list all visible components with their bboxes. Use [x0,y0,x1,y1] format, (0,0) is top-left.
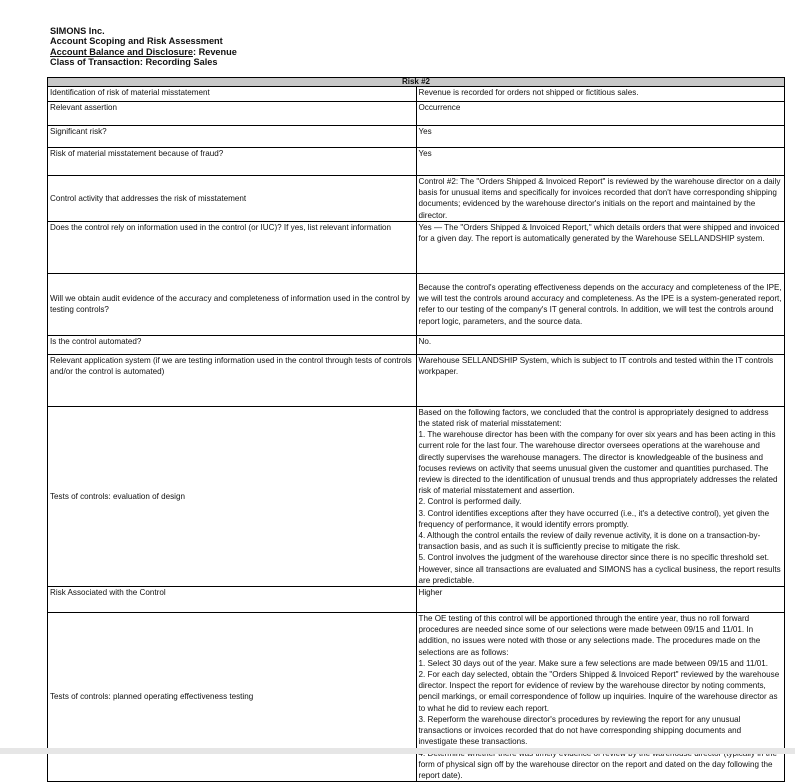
row-label: Is the control automated? [48,335,417,354]
table-row [48,87,785,102]
table-row [48,221,785,273]
testing-line: The OE testing of this control will be apportioned through the entire year, thus no roll forward procedures are needed since some of our selections were made between 09/15 and 11/01. In addition, no issues were noted with those or any selections made. The procedures made on the selections are as follows: [418,614,761,657]
table-row [48,406,785,586]
row-value: Control #2: The "Orders Shipped & Invoiced Report" is reviewed by the warehouse director on a daily basis for unusual items and specifically for invoices recorded that don't have corresponding shipping documents; evidenced by the warehouse director's initials on the report and maintained by the director. [416,176,785,222]
row-value: No. [416,335,785,354]
row-label: Significant risk? [48,126,417,148]
row-label: Risk Associated with the Control [48,587,417,613]
design-line: Based on the following factors, we concluded that the control is appropriately designed to address the stated risk of material misstatement: [418,407,769,429]
table-row [48,126,785,148]
row-label: Relevant assertion [48,102,417,126]
risk-title: Risk #2 [48,78,785,87]
row-value: Because the control's operating effectiveness depends on the accuracy and completeness of the IPE, we will test the controls around accuracy and completeness. As the IPE is a system-generated report, refer to our testing of the company's IT general controls. In addition, we will test the controls around report logic, parameters, and the source data. [416,273,785,335]
risk-table [47,77,785,782]
row-label: Relevant application system (if we are testing information used in the control through tests of controls and/or the control is automated) [48,354,417,406]
table-row [48,613,785,782]
table-row [48,587,785,613]
testing-line: form of physical sign off by the warehouse director on the report and dated on the day following the report date). [418,759,773,780]
account-line [50,47,237,57]
testing-line: 3. Reperform the warehouse director's procedures by reviewing the report for any unusual transactions or invoices recorded that do not have corresponding shipping documents and investigate these transactions. [418,714,742,747]
table-row [48,273,785,335]
design-line: 5. Control involves the judgment of the warehouse director since there is no specific threshold set. However, since all transactions are evaluated and SIMONS has a cyclical business, the report results are predictable. [418,553,781,585]
testing-line: 1. Select 30 days out of the year. Make sure a few selections are made between 09/15 and 11/01. [418,658,768,668]
account-label: Account Balance and Disclosure [50,46,193,57]
design-line: 2. Control is performed daily. [418,497,522,507]
row-value [416,406,785,586]
table-row [48,354,785,406]
row-label: Risk of material misstatement because of fraud? [48,148,417,176]
risk-title-row [48,78,785,87]
row-value: Higher [416,587,785,613]
row-label: Control activity that addresses the risk of misstatement [48,176,417,222]
row-value: Yes [416,126,785,148]
row-value: Revenue is recorded for orders not shipped or fictitious sales. [416,87,785,102]
design-line: 3. Control identifies exceptions after they have occurred (i.e., it's a detective control), yet given the frequency of performance, it would identify errors promptly. [418,508,770,529]
design-line: 4. Although the control entails the review of daily revenue activity, it is done on a transaction-by-transaction basis, and as such it is sufficiently precise to mitigate the risk. [418,531,761,552]
testing-line: 2. For each day selected, obtain the "Orders Shipped & Invoiced Report" reviewed by the warehouse director. Inspect the report for evidence of review by the warehouse director by noting comments, pencil markings, or email correspondence of follow up inquiries. Inquire of the warehouse director as to what he did to review each report. [418,670,780,713]
row-label: Tests of controls: planned operating effectiveness testing [48,613,417,782]
document-header [50,26,237,67]
row-label: Does the control rely on information used in the control (or IUC)? If yes, list relevant information [48,221,417,273]
row-label: Identification of risk of material misstatement [48,87,417,102]
row-label: Tests of controls: evaluation of design [48,406,417,586]
table-row [48,102,785,126]
design-line: 1. The warehouse director has been with the company for over six years and has been acting in this current role for the last four. The warehouse director oversees operations at the warehouse and directly supervises the warehouse managers. The director is knowledgeable of the business and focuses reviews on activity that seems unusual given the customer and quantities purchased. The review is directed to the identification of unusual trends and thus appropriately addresses the related risk of material misstatement and assertion. [418,430,778,496]
page-bottom-edge [0,748,795,754]
document-title: Account Scoping and Risk Assessment [50,36,223,47]
class-of-transaction: Class of Transaction: Recording Sales [50,56,218,67]
row-value [416,613,785,782]
table-row [48,148,785,176]
account-value: : Revenue [192,46,237,57]
row-value: Yes — The "Orders Shipped & Invoiced Report," which details orders that were shipped and invoiced for a given day. The report is automatically generated by the Warehouse SELLANDSHIP system. [416,221,785,273]
row-value: Occurrence [416,102,785,126]
row-value: Yes [416,148,785,176]
table-row [48,176,785,222]
row-label: Will we obtain audit evidence of the accuracy and completeness of information used in the control by testing controls? [48,273,417,335]
table-row [48,335,785,354]
row-value: Warehouse SELLANDSHIP System, which is subject to IT controls and tested within the IT controls workpaper. [416,354,785,406]
company-name: SIMONS Inc. [50,26,105,36]
